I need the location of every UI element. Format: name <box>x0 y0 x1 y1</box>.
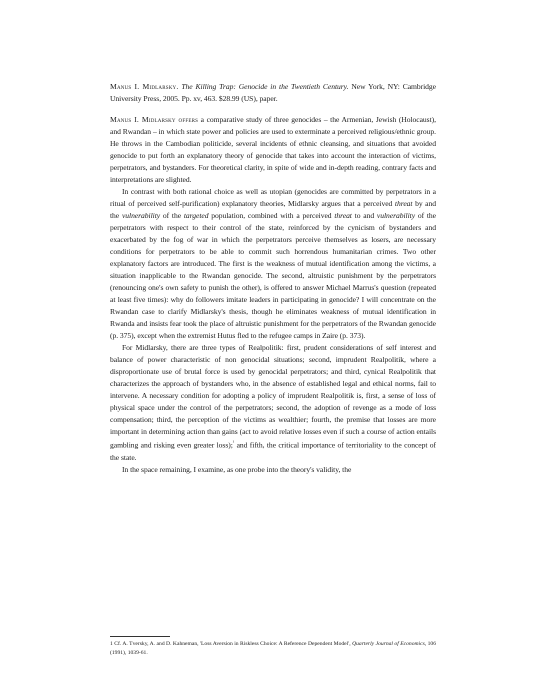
paragraph-3 <box>110 342 436 464</box>
emphasis-threat: threat <box>334 211 352 220</box>
citation-publication: New York, NY: Cambridge University Press, 2005. Pp. xv, 463. $28.99 (US), paper. <box>110 82 437 103</box>
paragraph-text: population, combined with a perceived <box>208 211 335 220</box>
paragraph-text: and fifth, the critical importance of territoriality to the concept of the state. <box>110 440 436 462</box>
emphasis-threat: threat <box>394 199 413 208</box>
paragraph-text: In contrast with both rational choice as well as utopian (genocides are committed by perpetrators in a ritual of perceived self-purification) explanatory theories, Midlarsky argues that a perceived <box>110 187 436 208</box>
footnote <box>110 640 436 658</box>
citation-title: The Killing Trap: Genocide in the Twentieth Century. <box>181 82 349 91</box>
footnote-journal: Quarterly Journal of Economics <box>352 641 425 647</box>
book-citation <box>110 81 436 105</box>
footnote-marker[interactable]: ¹ <box>232 441 235 446</box>
paragraph-1 <box>110 114 436 186</box>
paragraph-text: of the perpetrators with respect to their control of the state, reinforced by the cynicism of bystanders and exacerbated by the fog of war in which the perpetrators perceive themselves as losers, are necessary conditions for perpetrators to be able to commit such horrendous humanitarian crimes. Two other explanatory factors are introduced. The first is the weakness of mutual identification among the victims, a situation inapplicable to the Rwandan genocide. The second, altruistic punishment by the perpetrators (renouncing one's own safety to punish the other), is offered to answer Michael Marrus's question (repeated at least five times): why do followers imitate leaders in participating in genocide? I will concentrate on the Rwandan case to clarify Midlarsky's thesis, though he eliminates weakness of mutual identification in Rwanda and insists fear took the place of altruistic punishment for the perpetrators of the Rwandan genocide (p. 375), except when the extremist Hutus fled to the refugee camps in Zaire (p. 373). <box>110 211 436 340</box>
paragraph-text: by and the <box>110 199 437 220</box>
paragraph-text: to and <box>351 211 377 220</box>
emphasis-vulnerability: vulnerability <box>376 211 416 220</box>
paragraph-4 <box>110 464 436 476</box>
review-body <box>110 81 436 476</box>
paragraph-text: In the space remaining, I examine, as one probe into the theory's validity, the <box>122 464 352 474</box>
footnote-number: 1 <box>110 641 113 647</box>
footnote-text: Cf. A. Tversky, A. and D. Kahneman, 'Loss Aversion in Riskless Choice: A Reference Dependent Model', <box>114 641 353 647</box>
paragraph-lead: Manus I. Midlarsky offers <box>110 115 199 124</box>
paragraph-2 <box>110 186 436 342</box>
footnote-divider <box>110 636 170 637</box>
paragraph-text: of the <box>160 211 184 220</box>
emphasis-targeted: targeted <box>183 211 209 220</box>
paragraph-text: a comparative study of three genocides – the Armenian, Jewish (Holocaust), and Rwandan – in which state power and policies are used to exterminate a perceived religious/ethnic group. He throws in the Cambodian politicide, several incidents of ethnic cleansing, and situations that avoided genocide to put forth an explanatory theory of genocide that takes into account the interaction of victims, perpetrators, and bystanders. For theoretical clarity, in spite of wide and in-depth reading, contrary facts and interpretations are slighted. <box>110 115 436 184</box>
footnote-tail: , 106 (1991), 1039-61. <box>110 641 436 656</box>
paragraph-text: For Midlarsky, there are three types of Realpolitik: first, prudent considerations of self interest and balance of power characteristic of non genocidal situations; second, imprudent Realpolitik, where a disproportionate use of brutal force is used by genocidal perpetrators; and third, cynical Realpolitik that characterizes the approach of bystanders who, in the absence of established legal and ethical norms, fail to intervene. A necessary condition for adopting a policy of imprudent Realpolitik is, first, a sense of loss of physical space under the control of the perpetrators; second, the adoption of revenge as a mode of loss compensation; third, the perception of the victims as wealthier; fourth, the premise that losses are more important in determining action than gains (act to avoid relative losses even if such a course of action entails gambling and risking even greater loss); <box>110 343 436 450</box>
emphasis-vulnerability: vulnerability <box>121 211 161 220</box>
citation-author: Manus I. Midlarsky. <box>110 82 179 91</box>
